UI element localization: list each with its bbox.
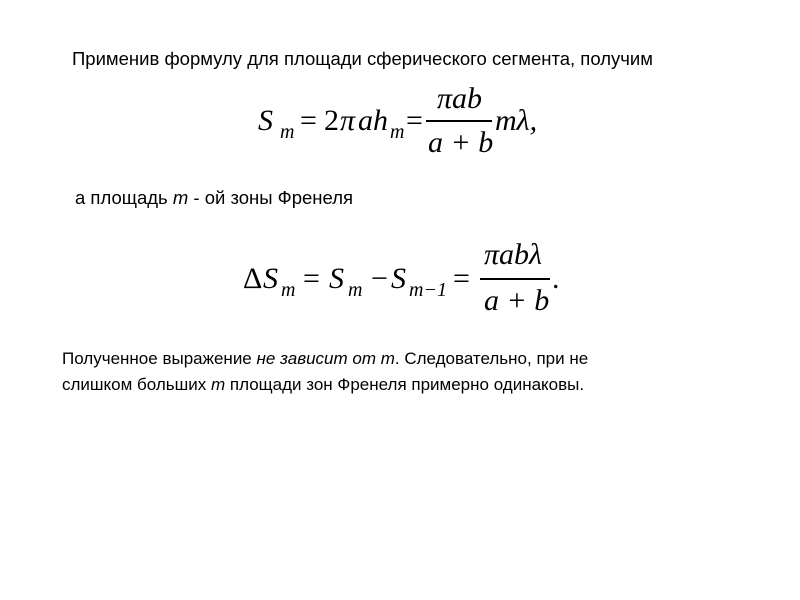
ah-symbols: ah xyxy=(358,104,388,137)
equals-sign: = xyxy=(406,104,423,137)
label-text-after: - ой зоны Френеля xyxy=(188,187,354,208)
S-symbol: S xyxy=(329,262,344,295)
delta-symbol: Δ xyxy=(243,262,263,295)
subscript-m: m xyxy=(280,121,295,143)
m-lambda-tail: mλ, xyxy=(495,104,538,137)
S-symbol: S xyxy=(391,262,406,295)
pi-symbol: π xyxy=(340,104,356,137)
conclusion-text: слишком больших xyxy=(62,375,211,394)
coefficient-two: 2 xyxy=(324,104,339,137)
fraction-numerator: πab xyxy=(437,82,483,115)
equals-sign: = xyxy=(453,262,470,295)
conclusion-text: . Следовательно, при не xyxy=(394,349,589,368)
fraction-bar xyxy=(426,120,492,122)
fraction-numerator: πabλ xyxy=(484,238,543,271)
fraction-denominator: a + b xyxy=(428,126,494,159)
conclusion-line-2 xyxy=(62,375,584,395)
fresnel-zone-label xyxy=(75,187,353,209)
conclusion-text: Полученное выражение xyxy=(62,349,257,368)
label-variable-m: m xyxy=(172,187,189,208)
subscript-m: m xyxy=(390,121,405,143)
period: . xyxy=(552,262,560,295)
intro-paragraph: Применив формулу для площади сферического сегмента, получим xyxy=(72,48,653,69)
conclusion-text: площади зон Френеля примерно одинаковы. xyxy=(225,375,585,394)
conclusion-line-1 xyxy=(62,349,588,369)
S-symbol: S xyxy=(258,104,273,137)
subscript-m-minus-one: m−1 xyxy=(409,279,447,301)
conclusion-emphasis: не зависит от m xyxy=(256,349,395,368)
conclusion-variable-m: m xyxy=(211,375,226,394)
subscript-m: m xyxy=(348,279,363,301)
label-text-before: а площадь xyxy=(75,187,173,208)
equals-sign: = xyxy=(303,262,320,295)
fraction-bar xyxy=(480,278,550,280)
fraction-denominator: a + b xyxy=(484,284,550,317)
equals-sign: = xyxy=(300,104,317,137)
subscript-m: m xyxy=(281,279,296,301)
minus-sign: − xyxy=(371,262,388,295)
S-symbol: S xyxy=(263,262,278,295)
